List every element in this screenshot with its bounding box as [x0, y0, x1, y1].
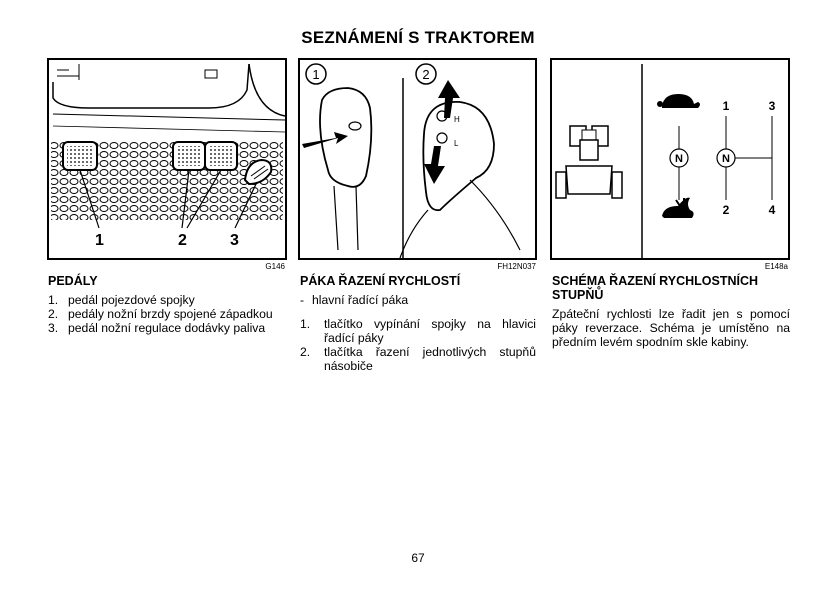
pedals-section [48, 274, 286, 335]
item-text: pedály nožní brzdy spojené západkou [68, 307, 273, 321]
neutral-left: N [675, 153, 683, 165]
list-item [300, 317, 536, 345]
list-item [300, 293, 536, 307]
scheme-section [552, 274, 790, 349]
lever-figure [298, 58, 537, 260]
list-item [300, 345, 536, 373]
gear-1: 1 [722, 99, 730, 113]
item-text: pedál pojezdové spojky [68, 293, 195, 307]
gear-4: 4 [768, 203, 776, 217]
callout-3: 3 [230, 232, 239, 249]
section-body: Zpáteční rychlosti lze řadit jen s pomocí páky reverzace. Schéma je umístěno na předním levém spodním skle kabiny. [552, 307, 790, 349]
button-letter-l: L [454, 139, 459, 148]
callout-2: 2 [178, 232, 187, 249]
item-number: 1. [48, 293, 59, 307]
gear-3: 3 [768, 99, 776, 113]
neutral-gate: N [722, 153, 730, 165]
lever-illustration [300, 60, 535, 258]
callout-1: 1 [312, 67, 320, 82]
item-text: tlačítko vypínání spojky na hlavici řadící páky [324, 317, 536, 345]
section-heading: SCHÉMA ŘAZENÍ RYCHLOSTNÍCH STUPŇŮ [552, 274, 759, 302]
item-text: hlavní řadící páka [312, 293, 409, 307]
gear-2: 2 [722, 203, 730, 217]
section-heading: PEDÁLY [48, 274, 98, 288]
page-title: SEZNÁMENÍ S TRAKTOREM [301, 28, 535, 47]
scheme-figure [550, 58, 790, 260]
item-text: pedál nožní regulace dodávky paliva [68, 321, 266, 335]
item-number: 1. [300, 317, 311, 331]
list-item [48, 321, 286, 335]
button-letter-h: H [454, 115, 460, 124]
item-number: 2. [48, 307, 59, 321]
lever-section [300, 274, 536, 373]
section-heading: PÁKA ŘAZENÍ RYCHLOSTÍ [300, 274, 461, 288]
list-item [48, 307, 286, 321]
shift-scheme-diagram [552, 60, 788, 258]
figure-code: FH12N037 [497, 262, 536, 271]
figure-code: E148a [764, 262, 788, 271]
pedals-illustration [49, 60, 285, 258]
lever-intro [300, 293, 536, 307]
lever-list [300, 317, 536, 373]
item-number: 3. [48, 321, 59, 335]
pedals-list [48, 293, 286, 335]
item-number: 2. [300, 345, 311, 359]
item-marker: - [300, 293, 305, 307]
pedals-figure [47, 58, 287, 260]
item-text: tlačítka řazení jednotlivých stupňů násobiče [324, 345, 536, 373]
list-item [48, 293, 286, 307]
figure-code: G146 [265, 262, 285, 271]
callout-2: 2 [422, 67, 430, 82]
callout-1: 1 [95, 232, 104, 249]
page-number: 67 [411, 551, 425, 565]
